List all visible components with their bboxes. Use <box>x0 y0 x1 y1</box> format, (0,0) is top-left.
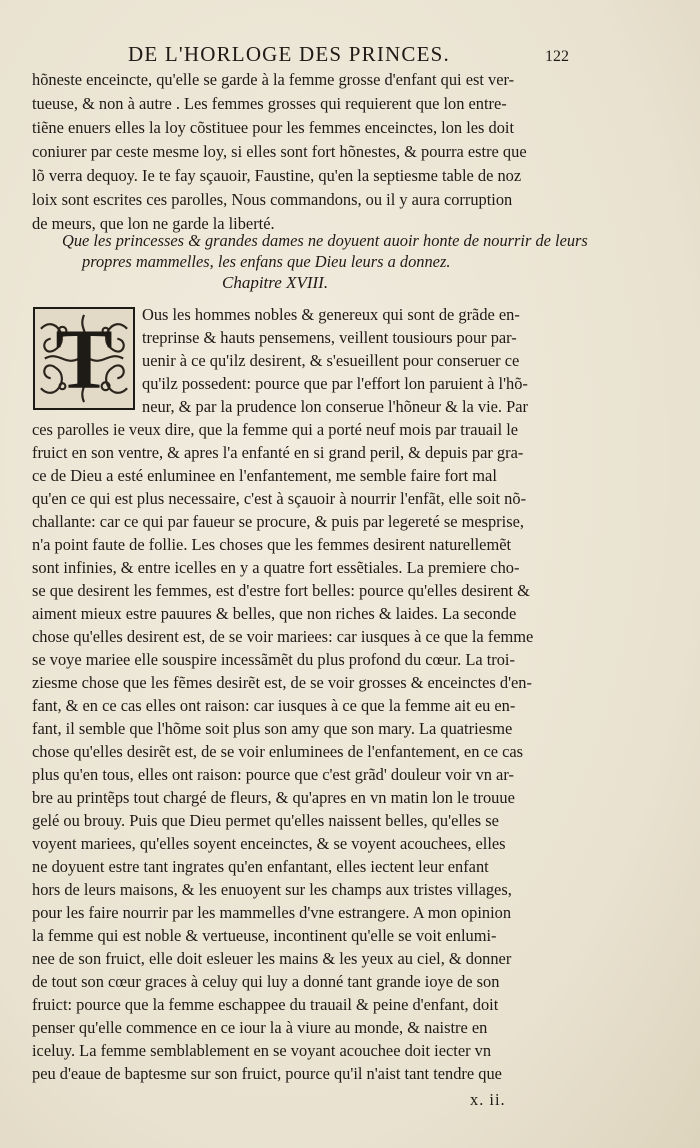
text-line: aiment mieux estre pauures & belles, que non riches & laides. La seconde <box>32 604 517 623</box>
text-line: fant, il semble que l'hõme soit plus son amy que son mary. La quatriesme <box>32 719 513 738</box>
text-line: de tout son cœur graces à celuy qui luy a donné tant grande ioye de son <box>32 972 500 991</box>
text-line: ziesme chose que les fẽmes desirẽt est, de se voir grosses & enceinctes d'en- <box>32 673 532 692</box>
text-line: uenir à ce qu'ilz desirent, & s'esueillent pour conseruer ce <box>142 351 520 370</box>
text-line: sont infinies, & entre icelles en y a quatre fort essẽtiales. La premiere cho- <box>32 558 520 577</box>
text-line: voyent mariees, qu'elles soyent enceinctes, & se voyent acouchees, elles <box>32 834 506 853</box>
text-line: qu'en ce qui est plus necessaire, c'est à sçauoir à nourrir l'enfãt, elle soit nõ- <box>32 489 527 508</box>
text-line: ne doyuent estre tant ingrates qu'en enfantant, elles iectent leur enfant <box>32 857 489 876</box>
folio-number: 122 <box>545 48 569 65</box>
text-line: hõneste enceincte, qu'elle se garde à la femme grosse d'enfant qui est ver- <box>32 70 515 89</box>
text-line: plus qu'en tous, elles ont raison: pource que c'est grãd' douleur voir vn ar- <box>32 765 514 784</box>
text-line: bre au printẽps tout chargé de fleurs, & qu'apres en vn matin lon le trouue <box>32 788 515 807</box>
running-title: DE L'HORLOGE DES PRINCES. <box>128 42 450 66</box>
text-line: qu'ilz possedent: pource que par l'effort lon paruient à l'hõ- <box>142 374 528 393</box>
text-line: Ous les hommes nobles & genereux qui sont de grãde en- <box>142 305 520 324</box>
text-line: n'a point faute de follie. Les choses que les femmes desirent naturellemẽt <box>32 535 512 554</box>
text-line: iceluy. La femme semblablement en se voyant acouchee doit iecter vn <box>32 1041 492 1060</box>
chapter-heading: Chapitre XVIII. <box>222 273 329 292</box>
text-line: tiẽne enuers elles la loy cõstituee pour les femmes enceinctes, lon les doit <box>32 118 515 137</box>
text-line: chose qu'elles desirent est, de se voir mariees: car iusques à ce que la femme <box>32 627 534 646</box>
text-line: treprinse & hauts pensemens, veillent tousiours pour par- <box>142 328 517 347</box>
text-line: challante: car ce qui par faueur se procure, & puis par legereté se mesprise, <box>32 512 524 531</box>
text-line: se que desirent les femmes, est d'estre fort belles: pource qu'elles desirent & <box>32 581 530 600</box>
text-line: gelé ou brouy. Puis que Dieu permet qu'elles naissent belles, qu'elles se <box>32 811 499 830</box>
text-line: neur, & par la prudence lon conserue l'hõneur & la vie. Par <box>142 397 528 416</box>
text-line: la femme qui est noble & vertueuse, incontinent qu'elle se voit enlumi- <box>32 926 497 945</box>
text-line: penser qu'elle commence en ce iour la à viure au monde, & naistre en <box>32 1018 488 1037</box>
text-line: fruict en son ventre, & apres l'a enfanté en si grand peril, & depuis par gra- <box>32 443 524 462</box>
text-line: fant, & en ce cas elles ont raison: car iusques à ce que la femme ait eu en- <box>32 696 516 715</box>
text-line: de meurs, que lon ne garde la liberté. <box>32 214 275 233</box>
chapter-summary-line: propres mammelles, les enfans que Dieu leurs a donnez. <box>82 252 451 271</box>
text-line: coniurer par ceste mesme loy, si elles sont fort hõnestes, & pourra estre que <box>32 142 527 161</box>
text-line: chose qu'elles desirẽt est, de se voir enluminees de l'enfantement, en ce cas <box>32 742 524 761</box>
text-line: loix sont escrites ces parolles, Nous commandons, ou il y aura corruption <box>32 190 513 209</box>
text-line: lõ verra dequoy. Ie te fay sçauoir, Faustine, qu'en la septiesme table de noz <box>32 166 522 185</box>
chapter-summary-line: Que les princesses & grandes dames ne doyuent auoir honte de nourrir de leurs <box>62 231 588 250</box>
drop-cap-letter: T <box>55 310 113 407</box>
text-line: nee de son fruict, elle doit esleuer les mains & les yeux au ciel, & donner <box>32 949 512 968</box>
signature-mark: x. ii. <box>470 1090 506 1109</box>
text-line: ces parolles ie veux dire, que la femme qui a porté neuf mois par trauail le <box>32 420 519 439</box>
text-line: hors de leurs maisons, & les enuoyent sur les champs aux tristes villages, <box>32 880 512 899</box>
text-line: ce de Dieu a esté enluminee en l'enfantement, me semble faire fort mal <box>32 466 497 485</box>
text-line: peu d'eaue de baptesme sur son fruict, pource qu'il n'aist tant tendre que <box>32 1064 502 1083</box>
text-line: pour les faire nourrir par les mammelles d'vne estrangere. A mon opinion <box>32 903 512 922</box>
text-line: tueuse, & non à autre . Les femmes grosses qui requierent que lon entre- <box>32 94 507 113</box>
text-line: se voye mariee elle souspire incessãmẽt du plus profond du cœur. La troi- <box>32 650 515 669</box>
text-line: fruict: pource que la femme eschappee du trauail & peine d'enfant, doit <box>32 995 499 1014</box>
